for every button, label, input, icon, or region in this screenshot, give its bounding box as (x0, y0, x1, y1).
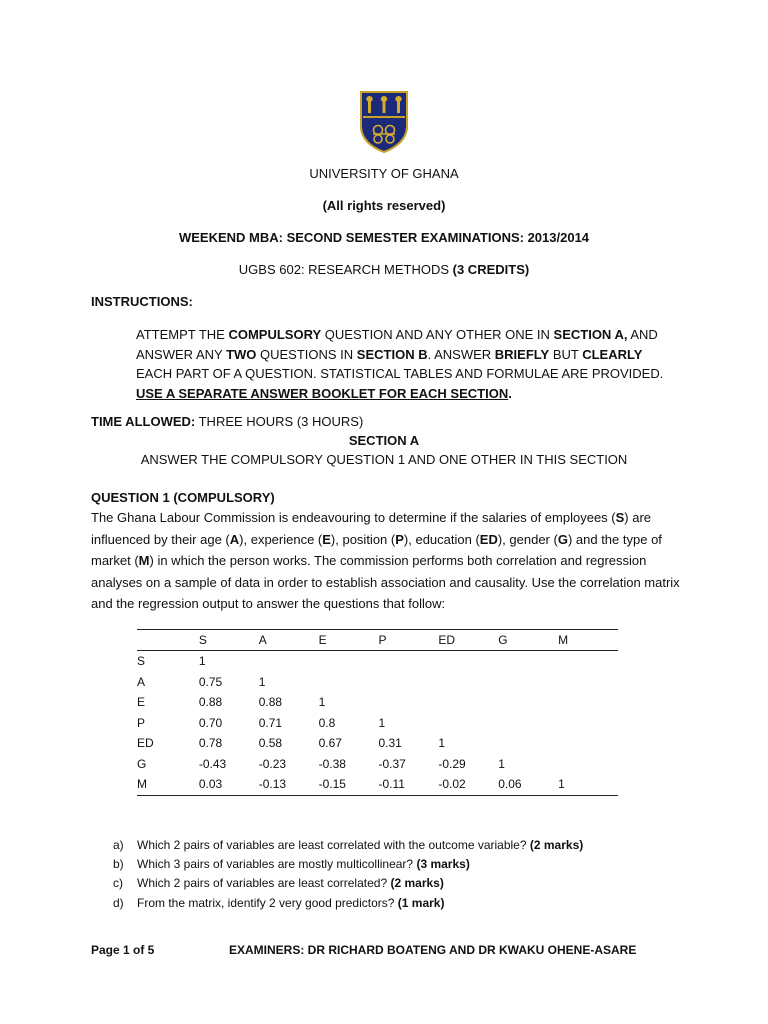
column-header: S (199, 630, 259, 651)
table-header-row (137, 630, 618, 651)
table-cell: -0.23 (258, 756, 287, 771)
table-cell: 0.88 (258, 695, 283, 710)
item-marks: (3 marks) (416, 857, 470, 872)
table-cell (558, 651, 618, 672)
table-cell (378, 651, 438, 672)
question-body: The Ghana Labour Commission is endeavouring to determine if the salaries of employees (S) are influenced by their age (A), experience (E), position (P), education (ED), gender (G) and the type of market (M) in which the person works. The commission performs both correlation and regression analyses on a sample of data in order to establish association and causality. Use the correlation matrix and the regression output to answer the questions that follow: (91, 510, 680, 611)
table-cell (498, 672, 558, 693)
table-cell (558, 672, 618, 693)
table-cell: -0.15 (319, 774, 379, 795)
table-cell: 1 (258, 674, 266, 689)
page-number: Page 1 of 5 (91, 943, 155, 957)
table-cell: 0.58 (258, 736, 283, 751)
table-cell (438, 713, 498, 734)
table-row (137, 713, 618, 734)
course-name: UGBS 602: RESEARCH METHODS (238, 262, 450, 277)
row-label: M (137, 774, 199, 795)
item-label: a) (113, 838, 124, 852)
rights-notice: (All rights reserved) (322, 198, 446, 213)
table-cell: 0.67 (318, 736, 342, 751)
table-row (137, 754, 618, 775)
table-cell: 1 (318, 695, 326, 710)
item-text: From the matrix, identify 2 very good predictors? (137, 895, 395, 910)
row-label: P (137, 715, 146, 730)
instructions-heading: INSTRUCTIONS: (91, 294, 193, 309)
table-cell: 0.31 (378, 736, 402, 751)
column-header: ED (438, 630, 498, 651)
table-cell: 0.03 (199, 774, 259, 795)
item-marks: (2 marks) (390, 876, 444, 891)
table-cell: 0.8 (318, 715, 336, 730)
section-subtitle: ANSWER THE COMPULSORY QUESTION 1 AND ONE OTHER IN THIS SECTION (140, 452, 628, 467)
table-cell (498, 651, 558, 672)
column-header: M (558, 630, 618, 651)
table-cell: 0.71 (258, 715, 283, 730)
table-cell (438, 692, 498, 713)
item-text: Which 3 pairs of variables are mostly multicollinear? (137, 857, 414, 872)
list-item (113, 874, 583, 893)
table-cell (558, 713, 618, 734)
column-header: E (319, 630, 379, 651)
examiners: EXAMINERS: DR RICHARD BOATENG AND DR KWAKU OHENE-ASARE (229, 943, 637, 957)
table-row (137, 672, 618, 693)
table-row (137, 692, 618, 713)
course-title (0, 262, 768, 277)
table-cell: -0.29 (438, 756, 466, 771)
table-cell: 1 (558, 774, 618, 795)
column-header: P (378, 630, 438, 651)
table-cell (498, 733, 558, 754)
table-cell: 1 (198, 654, 206, 669)
table-cell (438, 651, 498, 672)
list-item (113, 836, 583, 855)
table-cell: -0.43 (198, 756, 227, 771)
table-cell: -0.37 (378, 756, 406, 771)
table-cell (558, 692, 618, 713)
list-item (113, 894, 583, 913)
table-cell (558, 733, 618, 754)
table-cell (378, 672, 438, 693)
table-cell: -0.02 (438, 774, 498, 795)
exam-title: WEEKEND MBA: SECOND SEMESTER EXAMINATIONS: 2013/2014 (178, 230, 590, 245)
item-marks: (1 mark) (397, 895, 445, 910)
row-label: ED (137, 736, 154, 751)
item-label: d) (113, 895, 124, 910)
item-text: Which 2 pairs of variables are least correlated with the outcome variable? (137, 838, 527, 852)
table-cell: -0.11 (378, 774, 438, 795)
table-cell (319, 672, 379, 693)
row-label: S (137, 654, 146, 669)
sub-questions (113, 836, 583, 913)
table-row (137, 733, 618, 754)
table-row (137, 651, 618, 672)
row-label: G (137, 756, 147, 771)
table-cell (319, 651, 379, 672)
row-label: A (137, 674, 146, 689)
section-title: SECTION A (348, 433, 420, 448)
list-item (113, 855, 583, 874)
column-header (137, 630, 199, 651)
table-cell (438, 672, 498, 693)
item-text: Which 2 pairs of variables are least correlated? (137, 876, 388, 891)
table-cell: 0.75 (198, 674, 223, 689)
table-cell: 1 (498, 756, 505, 771)
university-crest-logo (359, 90, 409, 154)
table-cell: 1 (438, 736, 446, 751)
university-name: UNIVERSITY OF GHANA (309, 166, 459, 181)
column-header: A (259, 630, 319, 651)
table-cell: 0.70 (198, 715, 223, 730)
column-header: G (498, 630, 558, 651)
item-marks: (2 marks) (529, 838, 584, 852)
table-cell (558, 754, 618, 775)
table-cell (259, 651, 319, 672)
row-label: E (137, 695, 146, 710)
table-cell (498, 713, 558, 734)
table-cell (378, 692, 438, 713)
time-allowed: TIME ALLOWED: THREE HOURS (3 HOURS) (91, 414, 364, 429)
table-cell (498, 692, 558, 713)
item-label: c) (113, 876, 123, 891)
table-cell: -0.38 (318, 756, 346, 771)
table-row (137, 774, 618, 795)
table-cell: 0.06 (498, 774, 558, 795)
instructions-text: ATTEMPT THE COMPULSORY QUESTION AND ANY OTHER ONE IN SECTION A, AND ANSWER ANY TWO QUESTIONS IN SECTION B. ANSWER BRIEFLY BUT CLEARLY EACH PART OF A QUESTION. STATISTICAL TABLES AND FORMULAE ARE PROVIDED. USE A SEPARATE ANSWER BOOKLET FOR EACH SECTION. (136, 327, 664, 401)
table-cell: 0.88 (198, 695, 223, 710)
correlation-matrix (137, 629, 618, 796)
table-cell: 0.78 (198, 736, 223, 751)
table-cell: 1 (378, 715, 386, 730)
course-credits: (3 CREDITS) (452, 262, 530, 277)
table-cell: -0.13 (259, 774, 319, 795)
item-label: b) (113, 857, 124, 872)
question-heading: QUESTION 1 (COMPULSORY) (91, 490, 275, 505)
